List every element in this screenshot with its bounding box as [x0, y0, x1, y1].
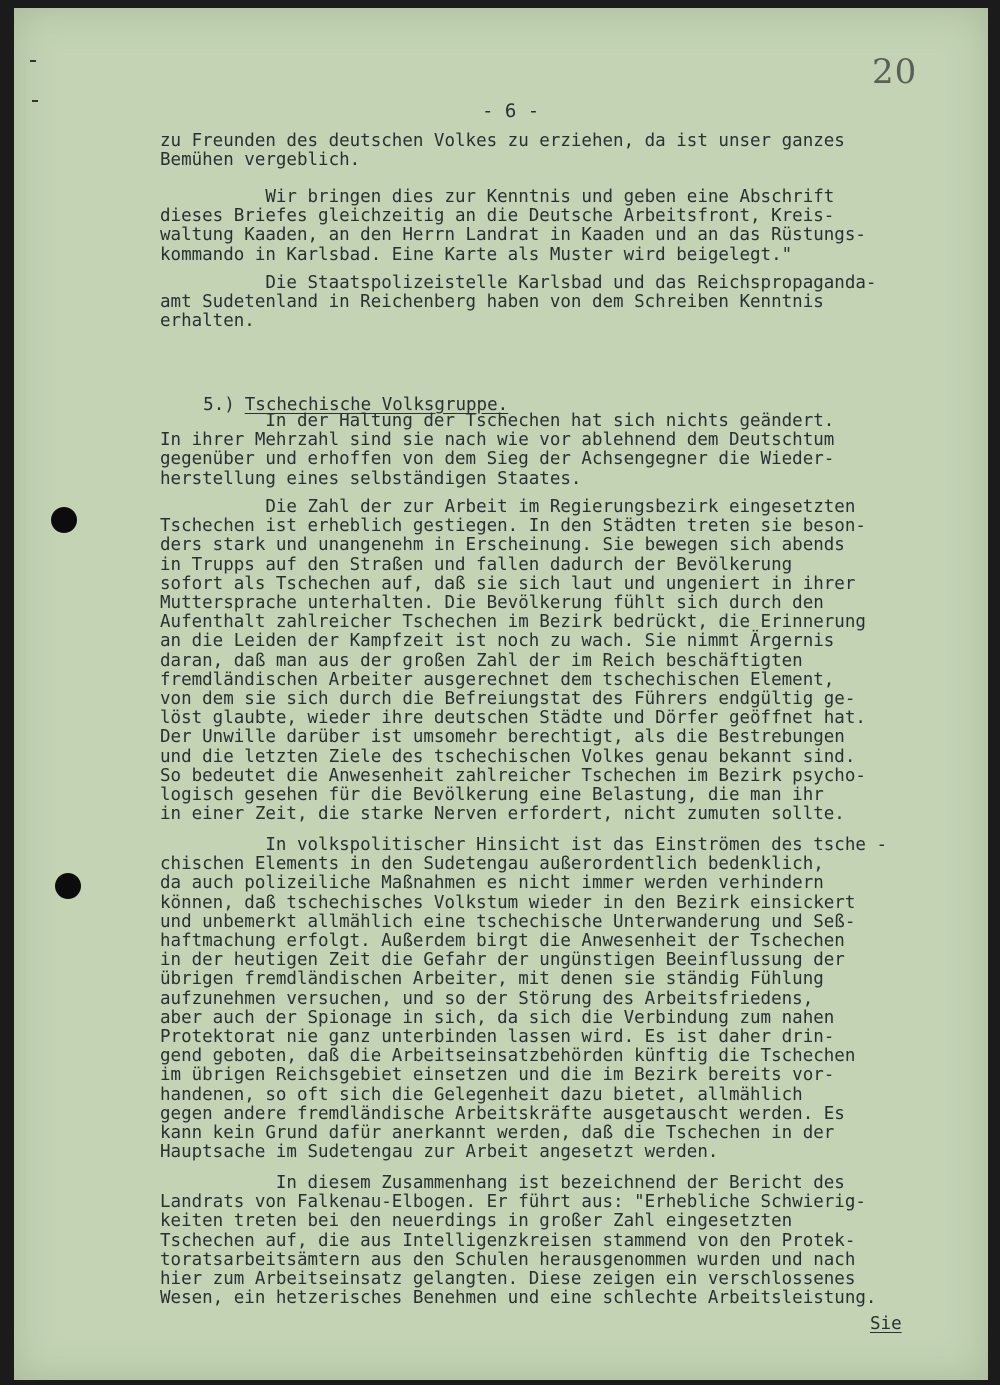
punch-hole — [55, 873, 81, 899]
archive-page-number: 20 — [872, 52, 918, 92]
document-page — [14, 8, 988, 1380]
paragraph-folk-policy: In volkspolitischer Hinsicht ist das Einströmen des tsche - chischen Elements in den Sudetengau außerordentlich bedenklich, da auch polizeiliche Maßnahmen es nicht immer werden verhindern können, daß tschechisches Volkstum wieder in den Bezirk einsickert und unbemerkt allmählich eine tschechische Unterwanderung und Seß- haftmachung erfolgt. Außerdem birgt die Anwesenheit der Tschechen in der heutigen Zeit die Gefahr der ungünstigen Beeinflussung der übrigen fremdländischen Arbeiter, mit denen sie ständig Fühlung aufzunehmen versuchen, und so der Störung des Arbeitsfriedens, aber auch der Spionage in sich, da sich die Verbindung zum nahen Protektorat nie ganz unterbinden lassen wird. Es ist daher drin- gend geboten, daß die Arbeitseinsatzbehörden künftig die Tschechen im übrigen Reichsgebiet einsetzen und die im Bezirk bereits vor- handenen, so oft sich die Gelegenheit dazu bietet, allmählich gegen andere fremdländische Arbeitskräfte ausgetauscht werden. Es kann kein Grund dafür anerkannt werden, daß die Tschechen in der Hauptsache im Sudetengau zur Arbeit angesetzt werden. — [160, 835, 887, 1163]
paragraph-workers: Die Zahl der zur Arbeit im Regierungsbezirk eingesetzten Tschechen ist erheblich gestiegen. In den Städten treten sie beson- ders stark und unangenehm in Erscheinung. Sie bewegen sich abends in Trupps auf den Straßen und fallen dadurch der Bevölkerung sofort als Tschechen auf, daß sie sich laut und ungeniert in ihrer Muttersprache unterhalten. Die Bevölkerung fühlt sich durch den Aufenthalt zahlreicher Tschechen im Bezirk bedrückt, die Erinnerung an die Leiden der Kampfzeit ist noch zu wach. Sie nimmt Ärgernis daran, daß man aus der großen Zahl der im Reich beschäftigten fremdländischen Arbeiter ausgerechnet dem tschechischen Element, von dem sie sich durch die Befreiungstat des Führers endgültig ge- löst glaubte, wieder ihre deutschen Städte und Dörfer geöffnet hat. Der Unwille darüber ist umsomehr berechtigt, als die Bestrebungen und die letzten Ziele des tschechischen Volkes genau bekannt sind. So bedeutet die Anwesenheit zahlreicher Tschechen im Bezirk psycho- logisch gesehen für die Bevölkerung eine Belastung, die man ihr in einer Zeit, die starke Nerven erfordert, nicht zumuten sollte. — [160, 497, 866, 825]
paragraph-district-report: In diesem Zusammenhang ist bezeichnend der Bericht des Landrats von Falkenau-Elbogen. Er führt aus: "Erhebliche Schwierig- keiten treten bei den neuerdings in großer Zahl eingesetzten Tschechen auf, die aus Intelligenzkreisen stammend von den Protek- toratsarbeitsämtern aus den Schulen herausgenommen wurden und nach hier zum Arbeitseinsatz gelangten. Diese zeigen ein verschlossenes Wesen, ein hetzerisches Benehmen und eine schlechte Arbeitsleistung. — [160, 1173, 877, 1309]
margin-mark — [30, 60, 36, 62]
section-title: Tschechische Volksgruppe. — [244, 395, 509, 415]
paragraph-attitude: In der Haltung der Tschechen hat sich nichts geändert. In ihrer Mehrzahl sind sie nach wie vor ablehnend dem Deutschtum gegenüber und erhoffen von dem Sieg der Achsengegner die Wieder- herstellung eines selbständigen Staates. — [160, 411, 835, 489]
paragraph-recipients: Die Staatspolizeistelle Karlsbad und das Reichspropaganda- amt Sudetenland in Reichenberg haben von dem Schreiben Kenntnis erhalten. — [160, 273, 877, 332]
paragraph-letter-notice: Wir bringen dies zur Kenntnis und geben eine Abschrift dieses Briefes gleichzeitig an die Deutsche Arbeitsfront, Kreis- waltung Kaaden, an den Herrn Landrat in Kaaden und an das Rüstungs- kommando in Karlsbad. Eine Karte als Muster wird beigelegt." — [160, 187, 866, 265]
punch-hole — [51, 507, 77, 533]
margin-mark — [32, 100, 38, 102]
catchword: Sie — [870, 1314, 902, 1334]
section-number: 5.) — [203, 395, 235, 415]
paragraph-continuation: zu Freunden des deutschen Volkes zu erziehen, da ist unser ganzes Bemühen vergeblich. — [160, 131, 845, 171]
page-number: - 6 - — [482, 100, 540, 122]
